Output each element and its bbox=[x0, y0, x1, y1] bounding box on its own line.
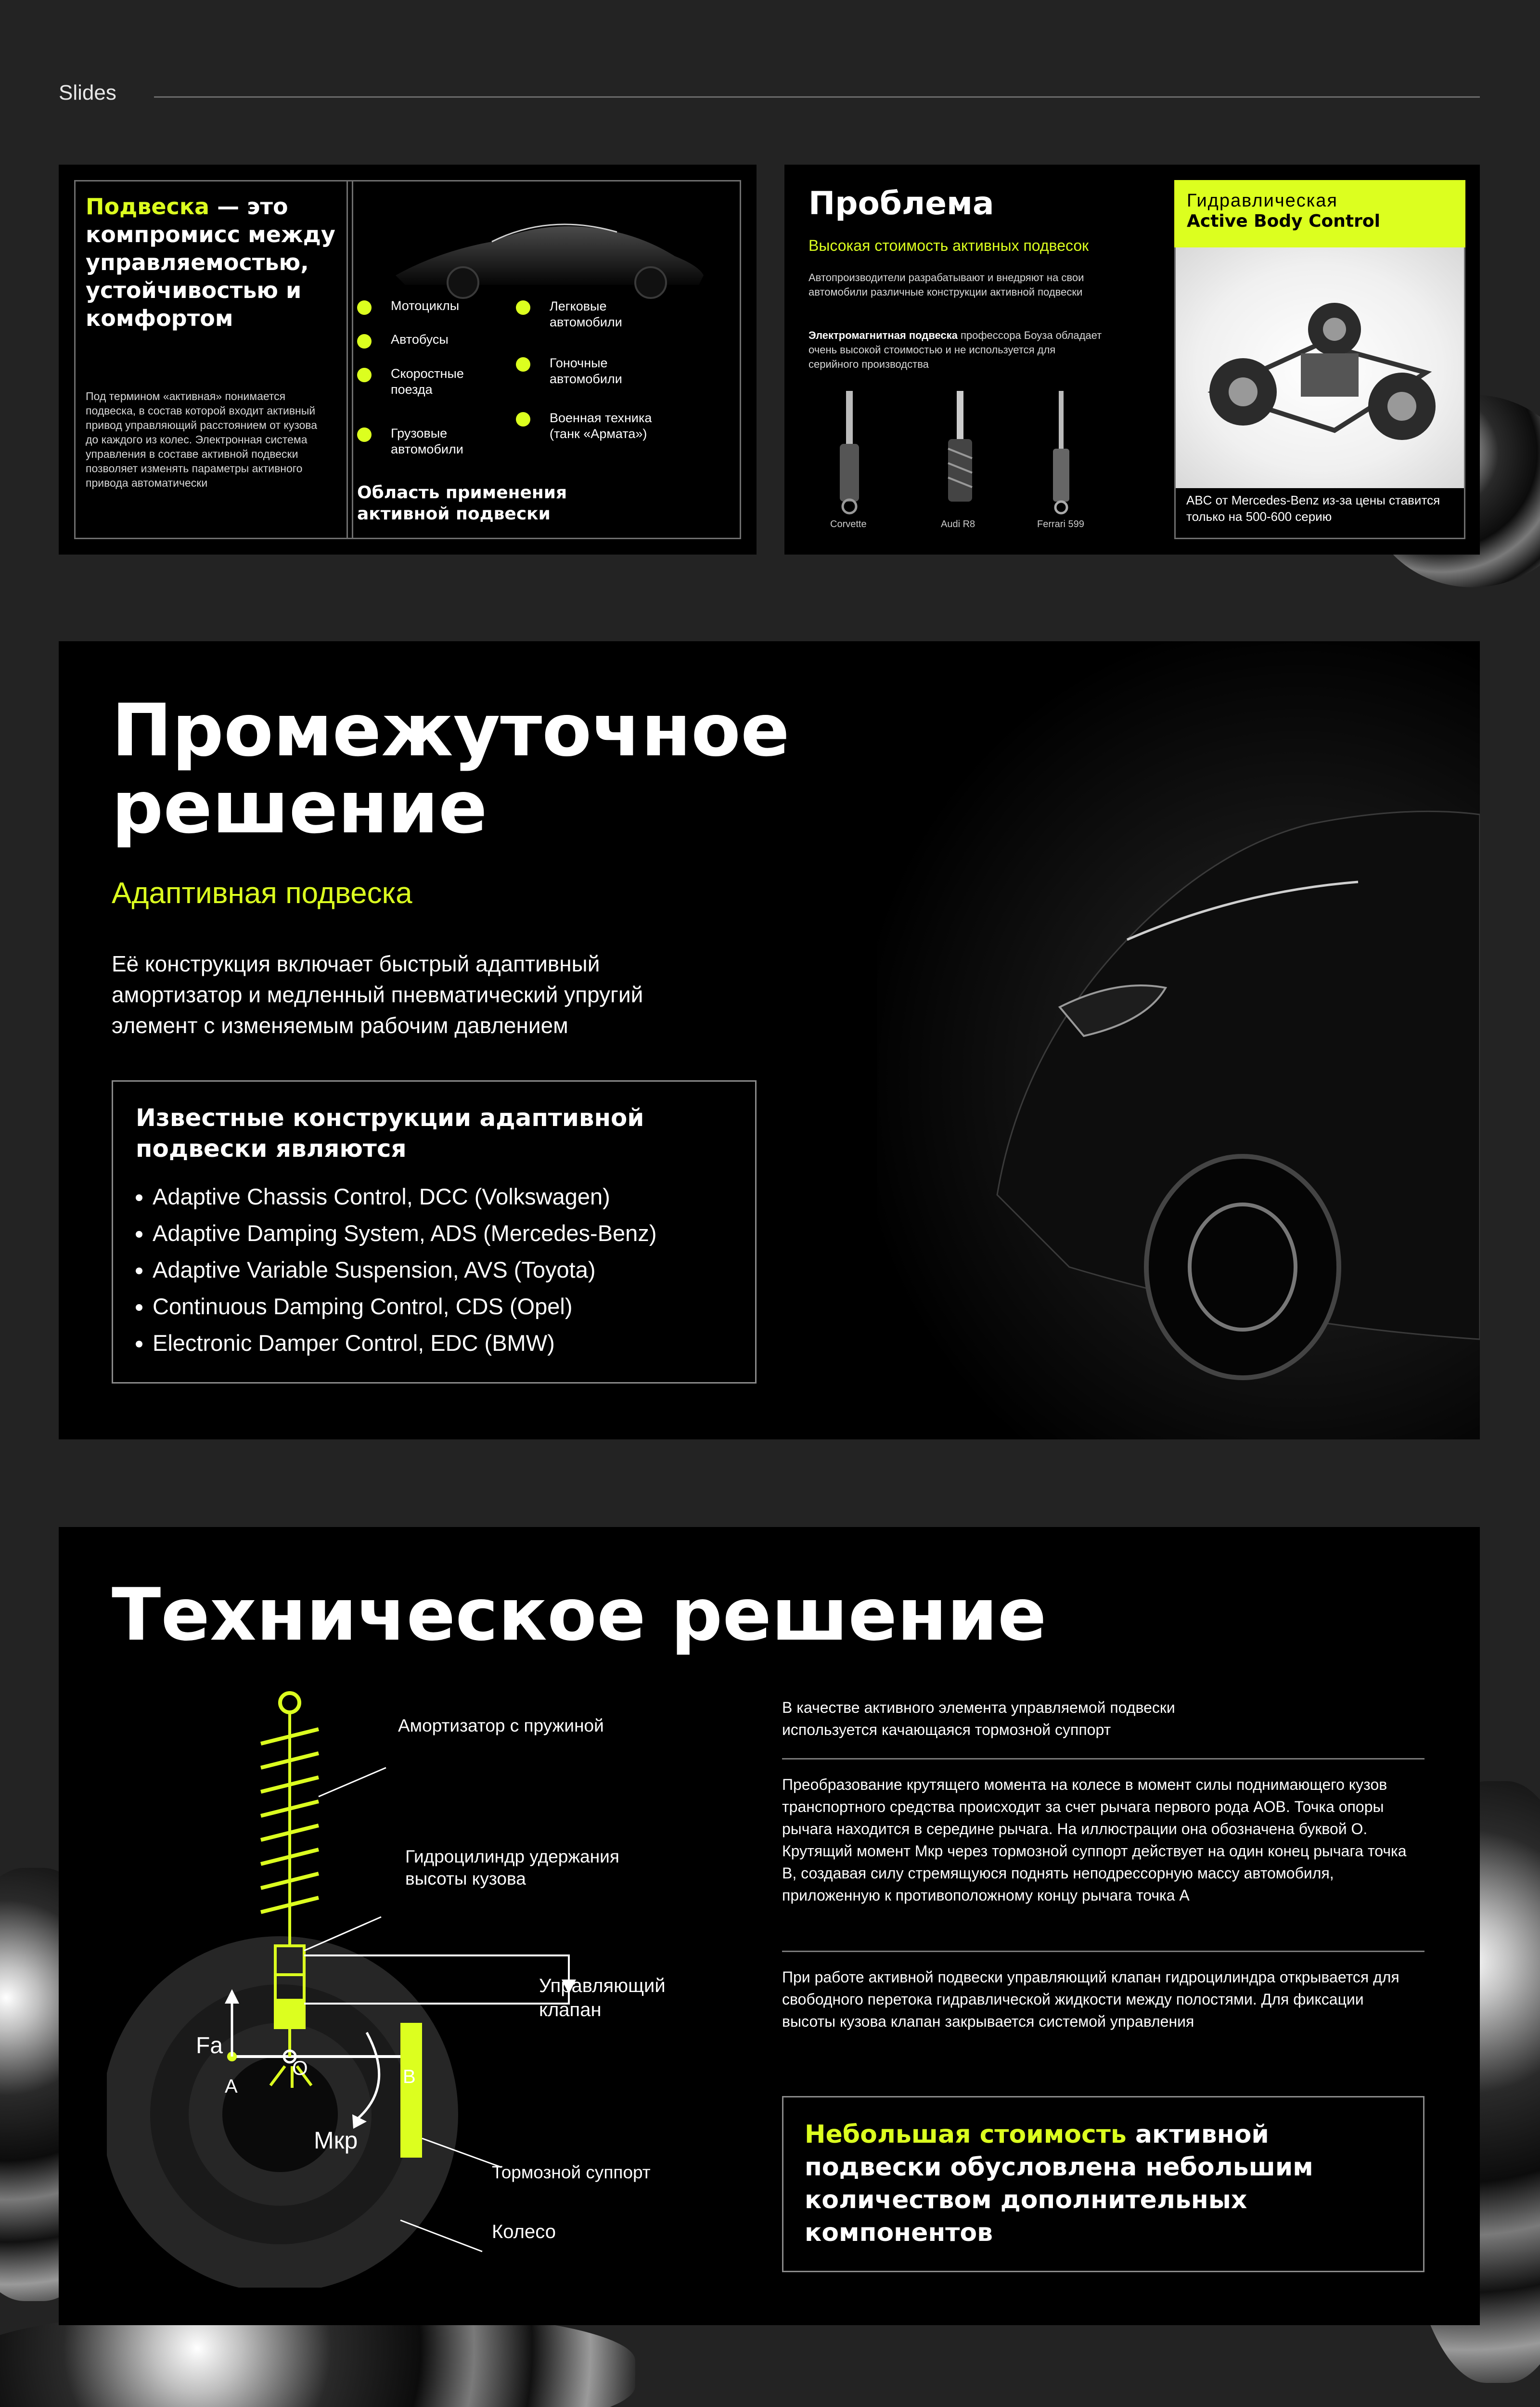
application-item: Скоростные поезда bbox=[391, 366, 464, 397]
badge-line2: Active Body Control bbox=[1187, 211, 1380, 231]
slide-problem bbox=[784, 165, 1480, 555]
chrome-blob-decoration bbox=[0, 2311, 635, 2407]
para-divider bbox=[782, 1758, 1424, 1760]
bullet-dot bbox=[357, 368, 372, 382]
application-item: Грузовые автомобили bbox=[391, 426, 463, 456]
corvette-shock-image bbox=[828, 391, 871, 516]
text2-rest: профессора Боуза обладает очень высокой стоимостью и не используется для серийного производства bbox=[808, 329, 1102, 370]
slide2-subtitle: Высокая стоимость активных подвесок bbox=[808, 237, 1089, 254]
bullet-dot bbox=[516, 357, 530, 372]
sports-car-image bbox=[367, 194, 723, 304]
highlight-rest: активной подвески обусловлена небольшим количеством дополнительных компонентов bbox=[805, 2120, 1313, 2247]
page-header-title: Slides bbox=[59, 81, 116, 104]
slide2-title: Проблема bbox=[808, 185, 994, 222]
label-mkr: Мкр bbox=[314, 2127, 358, 2154]
label-a: A bbox=[225, 2076, 238, 2097]
dark-car-image bbox=[877, 641, 1480, 1439]
design-item: • Adaptive Variable Suspension, AVS (Toyota) bbox=[153, 1256, 749, 1284]
abc-badge bbox=[1174, 180, 1465, 247]
slide2-text1: Автопроизводители разрабатывают и внедряют на свои автомобили различные конструкции активной подвески bbox=[808, 272, 1084, 298]
design-item: • Continuous Damping Control, CDS (Opel) bbox=[153, 1293, 749, 1320]
design-item: • Electronic Damper Control, EDC (BMW) bbox=[153, 1329, 749, 1357]
title-line1: Промежуточное bbox=[112, 689, 790, 773]
ferrari-shock-image bbox=[1040, 391, 1083, 516]
badge-line1: Гидравлическая bbox=[1187, 191, 1338, 211]
label-valve: Управляющий клапан bbox=[539, 1975, 666, 2020]
label-cylinder: Гидроцилиндр удержания высоты кузова bbox=[405, 1847, 619, 1889]
para-divider bbox=[782, 1951, 1424, 1952]
label-b: B bbox=[403, 2066, 416, 2087]
bullet-dot bbox=[516, 412, 530, 427]
car-label: Ferrari 599 bbox=[1037, 519, 1084, 530]
text2-bold: Электромагнитная подвеска bbox=[808, 329, 958, 341]
application-item: Автобусы bbox=[391, 332, 449, 347]
audi-shock-image bbox=[938, 391, 982, 516]
slide-technical-solution bbox=[59, 1527, 1480, 2325]
title-line2: решение bbox=[112, 766, 488, 850]
applications-title: Область применения активной подвески bbox=[357, 483, 567, 524]
application-item: Гоночные автомобили bbox=[550, 356, 622, 386]
slide1-title bbox=[86, 193, 346, 332]
slide3-title bbox=[112, 689, 790, 850]
label-wheel: Колесо bbox=[492, 2221, 556, 2242]
label-shock: Амортизатор с пружиной bbox=[398, 1716, 604, 1735]
box-title: Известные конструкции адаптивной подвески являются bbox=[136, 1104, 644, 1163]
title-accent: Подвеска bbox=[86, 194, 210, 220]
highlight-accent: Небольшая стоимость bbox=[805, 2120, 1127, 2149]
design-item: • Adaptive Chassis Control, DCC (Volkswagen) bbox=[153, 1183, 749, 1211]
highlight-text bbox=[805, 2118, 1406, 2249]
application-item: Мотоциклы bbox=[391, 298, 460, 313]
tech-para2: Преобразование крутящего момента на колесе в момент силы поднимающего кузов транспортного средства происходит за счет рычага первого рода AOB. Точка опоры рычага находится в середине рычага. На иллюстрации она обозначена буквой O. Крутящий момент Мкр через тормозной суппорт действует на один конец рычага точка B, создавая силу стремящуюся поднять неподрессорную массу автомобиля, приложенную к противоположному концу рычага точка A bbox=[782, 1776, 1407, 1904]
slide3-subtitle: Адаптивная подвеска bbox=[112, 877, 412, 910]
header-divider bbox=[154, 96, 1480, 98]
bullet-dot bbox=[516, 300, 530, 315]
label-o: O bbox=[292, 2057, 308, 2079]
design-item: • Adaptive Damping System, ADS (Mercedes-Benz) bbox=[153, 1219, 749, 1247]
bullet-dot bbox=[357, 427, 372, 442]
slide2-text2 bbox=[808, 328, 1107, 372]
label-fa: Fa bbox=[196, 2033, 223, 2058]
label-caliper: Тормозной суппорт bbox=[492, 2162, 651, 2182]
slide4-title: Техническое решение bbox=[112, 1573, 1047, 1657]
abc-caption: ABC от Mercedes-Benz из-за цены ставится только на 500-600 серию bbox=[1186, 493, 1440, 524]
car-label: Corvette bbox=[830, 519, 867, 530]
slide-intermediate-solution bbox=[59, 641, 1480, 1439]
bullet-dot bbox=[357, 334, 372, 349]
abc-chassis-image bbox=[1176, 247, 1464, 488]
bullet-dot bbox=[357, 300, 372, 315]
car-label: Audi R8 bbox=[941, 519, 975, 530]
tech-para3: При работе активной подвески управляющий клапан гидроцилиндра открывается для свободного перетока гидравлической жидкости между полостями. Для фиксации высоты кузова клапан закрывается системой управления bbox=[782, 1968, 1399, 2030]
slide3-description: Её конструкция включает быстрый адаптивный амортизатор и медленный пневматический упругий элемент с изменяемым рабочим давлением bbox=[112, 951, 643, 1038]
application-item: Военная техника (танк «Армата») bbox=[550, 411, 652, 441]
tech-para1: В качестве активного элемента управляемой подвески используется качающаяся тормозной суппорт bbox=[782, 1699, 1175, 1738]
slide1-description: Под термином «активная» понимается подвеска, в состав которой входит активный привод управляющий расстоянием от кузова до каждого из колес. Электронная система управления в составе активной подвески позволяет изменять параметры активного привода автоматически bbox=[86, 390, 318, 489]
slide-suspension-compromise bbox=[59, 165, 757, 555]
title-rest: — это компромисс между управляемостью, устойчивостью и комфортом bbox=[86, 194, 335, 331]
known-designs-list bbox=[124, 1183, 749, 1366]
application-item: Легковые автомобили bbox=[550, 299, 622, 329]
